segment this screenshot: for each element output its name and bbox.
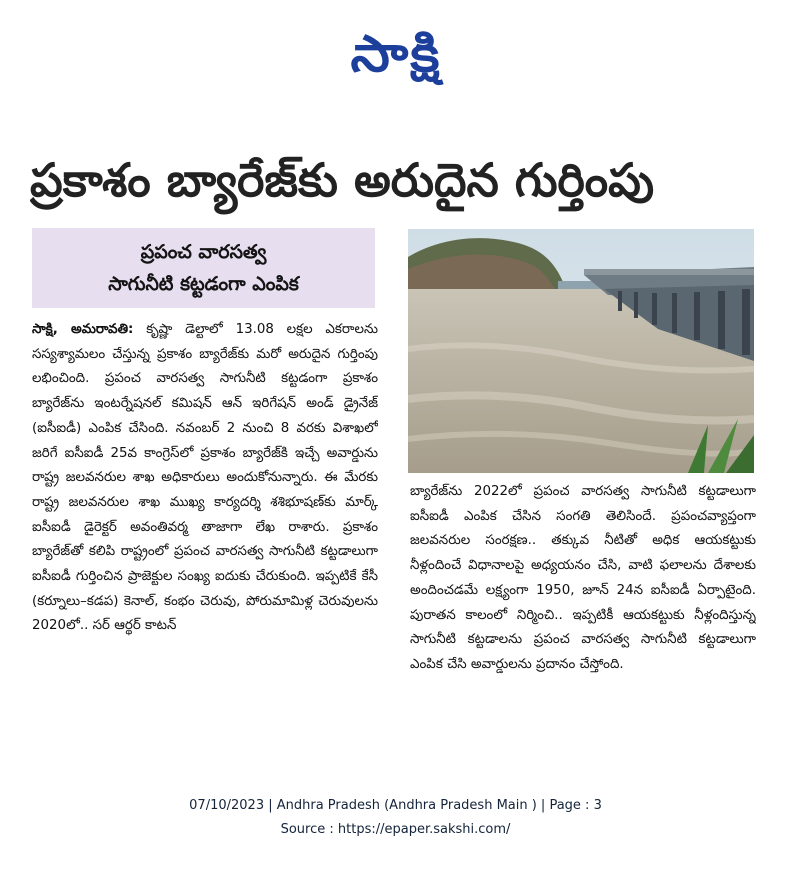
article-text-left: కృష్ణా డెల్టాలో 13.08 లక్షల ఎకరాలను సస్యశ్యామలం చేస్తున్న ప్రకాశం బ్యారేజ్‌కు మరో అరుదైన గుర్తింపు లభించింది. ప్రపంచ వారసత్వ సాగునీటి కట్టడంగా ప్రకాశం బ్యారేజ్‌ను ఇంటర్నేషనల్ కమిషన్ ఆన్ ఇరిగేషన్ అండ్ డ్రైనేజ్ (ఐసీఐడీ) ఎంపిక చేసింది. నవంబర్ 2 నుంచి 8 వరకు విశాఖలో జరిగే ఐసీఐడీ 25వ కాంగ్రెస్‌లో ప్రకాశం బ్యారేజ్‌కి ఇచ్చే అవార్డును రాష్ట్ర జలవనరుల శాఖ అధికారులు అందుకోనున్నారు. ఈ మేరకు రాష్ట్ర జలవనరుల శాఖ ముఖ్య కార్యదర్శి శశిభూషణ్‌కు మార్క్ ఐసీఐడీ డైరెక్టర్ అవంతివర్మ తాజాగా లేఖ రాశారు. ప్రకాశం బ్యారేజ్‌తో కలిపి రాష్ట్రంలో ప్రపంచ వారసత్వ సాగునీటి కట్టడాలుగా ఐసీఐడీ గుర్తించిన ప్రాజెక్టుల సంఖ్య ఐదుకు చేరుకుంది. ఇప్పటికే కేసీ (కర్నూలు–కడప) కెనాల్, కంభం చెరువు, పోరుమామిళ్ల చెరువులను 2020లో.. సర్ ఆర్థర్ కాటన్: [32, 322, 378, 634]
subhead-line-2: సాగునీటి కట్టడంగా ఎంపిక: [108, 273, 299, 295]
subhead-box: [32, 228, 375, 308]
footer-source: Source : https://epaper.sakshi.com/: [280, 822, 511, 837]
subhead-line-1: ప్రపంచ వారసత్వ: [140, 241, 267, 263]
article-text-right: బ్యారేజ్‌ను 2022లో ప్రపంచ వారసత్వ సాగునీటి కట్టడాలుగా ఐసీఐడీ ఎంపిక చేసిన సంగతి తెలిసిందే. ప్రపంచవ్యాప్తంగా జలవనరుల సంరక్షణ.. తక్కువ నీటితో అధిక ఆయకట్టుకు నీళ్లందించే విధానాలపై అధ్యయనం చేసి, వాటి ఫలాలను దేశాలకు అందించడమే లక్ష్యంగా 1950, జూన్ 24న ఐసీఐడీ ఏర్పాటైంది. పురాతన కాలంలో నిర్మించి.. ఇప్పటికీ ఆయకట్టుకు నీళ్లందిస్తున్న సాగునీటి కట్టడాలను ప్రపంచ వారసత్వ సాగునీటి కట్టడాలుగా ఎంపిక చేసి అవార్డులను ప్రదానం చేస్తోంది.: [410, 484, 756, 672]
headline: ప్రకాశం బ్యారేజ్‌కు అరుదైన గుర్తింపు: [30, 153, 655, 207]
logo-text: సాక్షి: [350, 24, 442, 83]
article-paragraph-left: [32, 318, 378, 639]
sakshi-logo: [296, 20, 496, 100]
dateline: సాక్షి, అమరావతి:: [32, 322, 134, 337]
article-column-right: [410, 480, 756, 760]
article-column-left: [32, 318, 378, 776]
footer-date-edition: 07/10/2023 | Andhra Pradesh (Andhra Pradesh Main ) | Page : 3: [189, 798, 602, 813]
barrage-photo: [408, 229, 754, 473]
